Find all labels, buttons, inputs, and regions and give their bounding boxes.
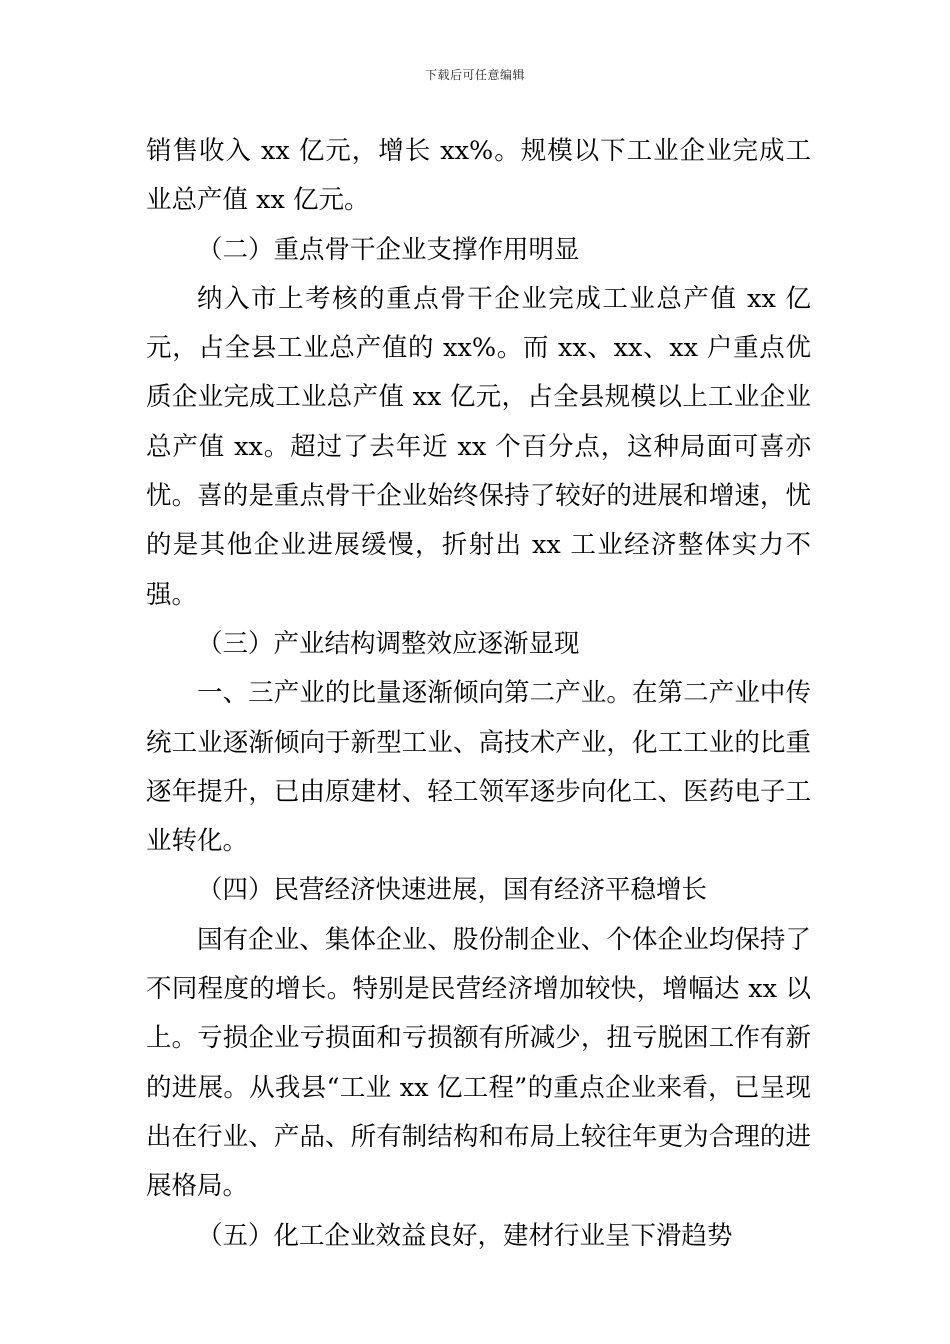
section-heading-2: （二）重点骨干企业支撑作用明显 [197, 234, 580, 265]
document-body [146, 127, 811, 1261]
section-heading-5: （五）化工企业效益良好，建材行业呈下滑趋势 [197, 1220, 733, 1251]
paragraph-key-enterprises: 纳入市上考核的重点骨干企业完成工业总产值 xx 亿元，占全县工业总产值的 xx%。而 xx、xx、xx 户重点优质企业完成工业总产值 xx 亿元，占全县规模以上工业企业总产值 xx。超过了去年近 xx 个百分点，这种局面可喜亦忧。喜的是重点骨干企业始终保持了较好的进展和增速，忧的是其他企业进展缓慢，折射出 xx 工业经济整体实力不强。 [146, 283, 811, 610]
paragraph-continued: 销售收入 xx 亿元，增长 xx%。规模以下工业企业完成工业总产值 xx 亿元。 [146, 136, 811, 216]
section-heading-4: （四）民营经济快速进展，国有经济平稳增长 [197, 875, 708, 906]
paragraph-private-economy: 国有企业、集体企业、股份制企业、个体企业均保持了不同程度的增长。特别是民营经济增加较快，增幅达 xx 以上。亏损企业亏损面和亏损额有所减少，扭亏脱困工作有新的进展。从我县“工业 xx 亿工程”的重点企业来看，已呈现出在行业、产品、所有制结构和布局上较往年更为合理的进展格局。 [146, 924, 811, 1202]
page-header: 下载后可任意编辑 [424, 68, 525, 82]
section-heading-3: （三）产业结构调整效应逐渐显现 [197, 628, 580, 659]
paragraph-industry-structure: 一、三产业的比量逐渐倾向第二产业。在第二产业中传统工业逐渐倾向于新型工业、高技术产业，化工工业的比重逐年提升，已由原建材、轻工领军逐步向化工、医药电子工业转化。 [146, 678, 811, 857]
